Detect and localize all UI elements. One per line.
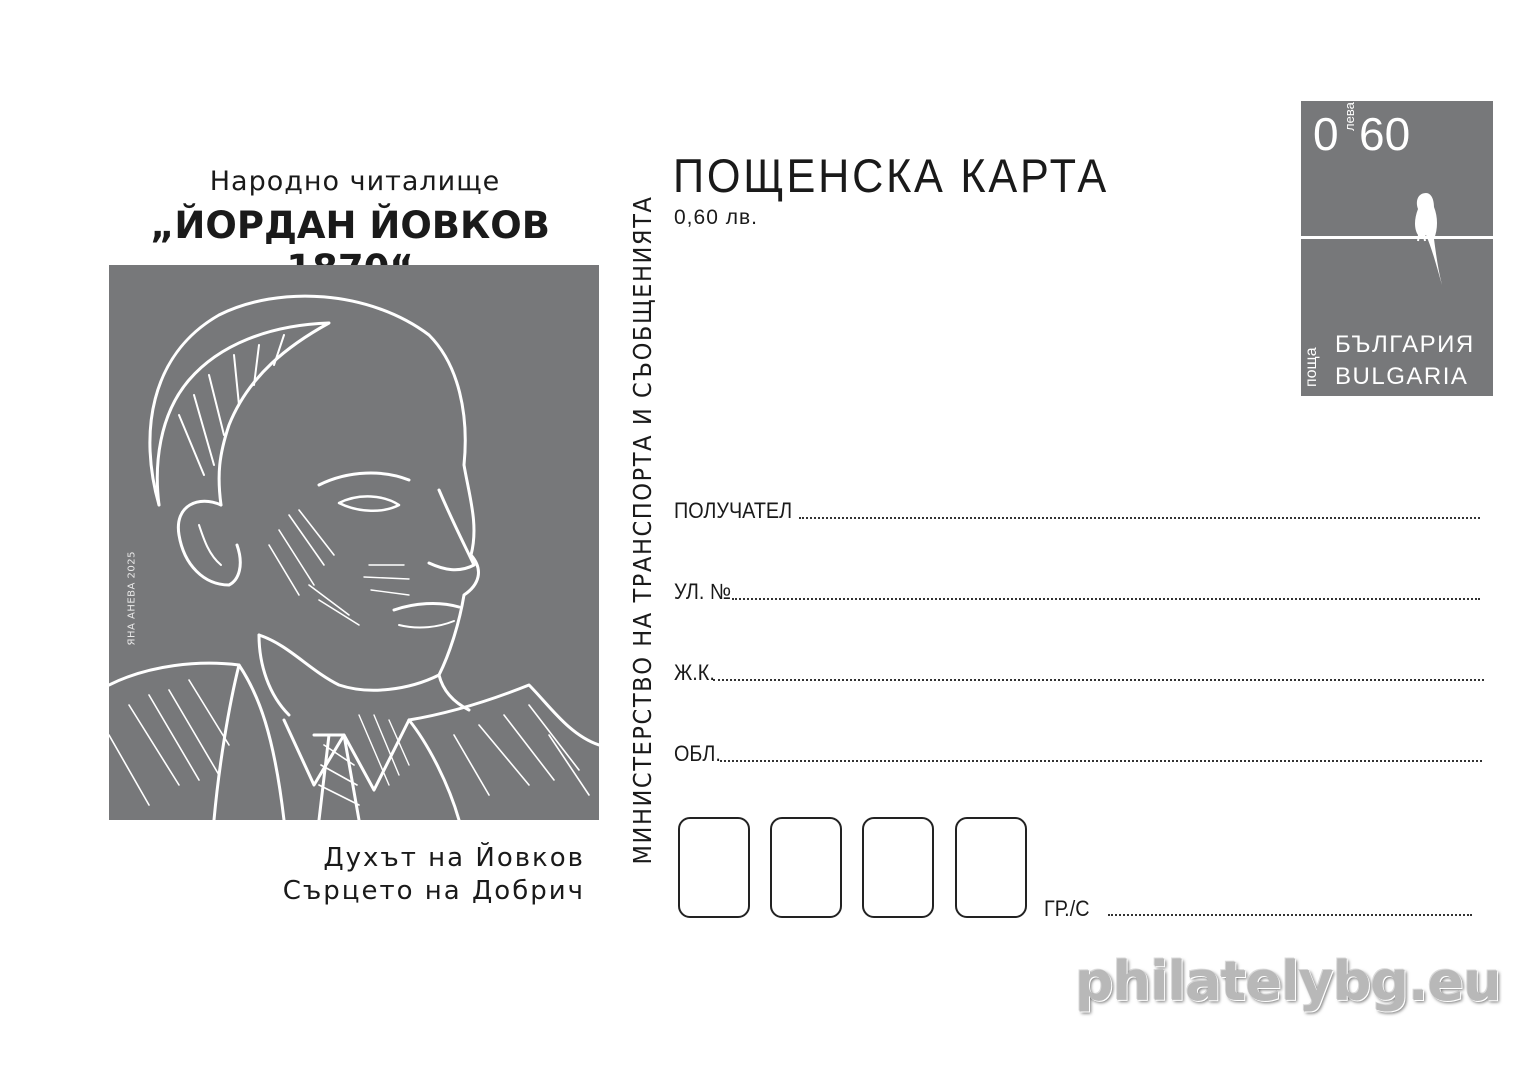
stamp-value-cents: 60 — [1359, 108, 1411, 160]
stamp-country-en: BULGARIA — [1335, 363, 1469, 390]
portrait-drawing — [109, 265, 599, 820]
ministry-vertical-text: МИНИСТЕРСТВО НА ТРАНСПОРТА И СЪОБЩЕНИЯТА — [628, 195, 657, 865]
region-label: ОБЛ. — [674, 741, 721, 766]
portrait-illustration — [109, 265, 599, 820]
street-field[interactable] — [674, 575, 1480, 605]
postal-code-box-4[interactable] — [955, 817, 1027, 918]
district-field[interactable] — [674, 656, 1484, 686]
postal-code-box-3[interactable] — [862, 817, 934, 918]
slogan-line2: Сърцето на Добрич — [282, 876, 585, 906]
stamp-country-bg: БЪЛГАРИЯ — [1335, 331, 1475, 358]
stamp-value-main: 0 — [1313, 108, 1339, 160]
artist-signature: ЯНА АНЕВА 2025 — [126, 551, 138, 646]
district-label: Ж.К. — [674, 660, 715, 685]
stamp-value-unit: лева — [1342, 102, 1357, 131]
recipient-label: ПОЛУЧАТЕЛ — [674, 498, 793, 523]
city-label: ГР./С — [1044, 896, 1090, 921]
slogan-line1: Духът на Йовков — [323, 843, 585, 873]
watermark: philatelybg.eu — [1075, 950, 1501, 1013]
district-dotted-line[interactable] — [713, 679, 1484, 681]
stamp-wire — [1301, 236, 1493, 239]
card-price: 0,60 лв. — [674, 206, 758, 229]
card-title: ПОЩЕНСКА КАРТА — [673, 149, 1109, 202]
city-dotted-line[interactable] — [1108, 914, 1472, 916]
stamp-posh-label: поща — [1303, 347, 1320, 387]
club-name-line1: Народно читалище — [209, 166, 501, 197]
street-dotted-line[interactable] — [732, 598, 1480, 600]
postal-code-box-2[interactable] — [770, 817, 842, 918]
recipient-field[interactable] — [674, 494, 1480, 524]
region-field[interactable] — [674, 737, 1482, 767]
street-label: УЛ. № — [674, 579, 732, 604]
region-dotted-line[interactable] — [720, 760, 1482, 762]
swallow-icon — [1406, 189, 1446, 289]
postage-stamp — [1301, 101, 1493, 396]
club-name-line2: „ЙОРДАН ЙОВКОВ — [150, 204, 550, 247]
recipient-dotted-line[interactable] — [799, 517, 1480, 519]
postal-code-box-1[interactable] — [678, 817, 750, 918]
